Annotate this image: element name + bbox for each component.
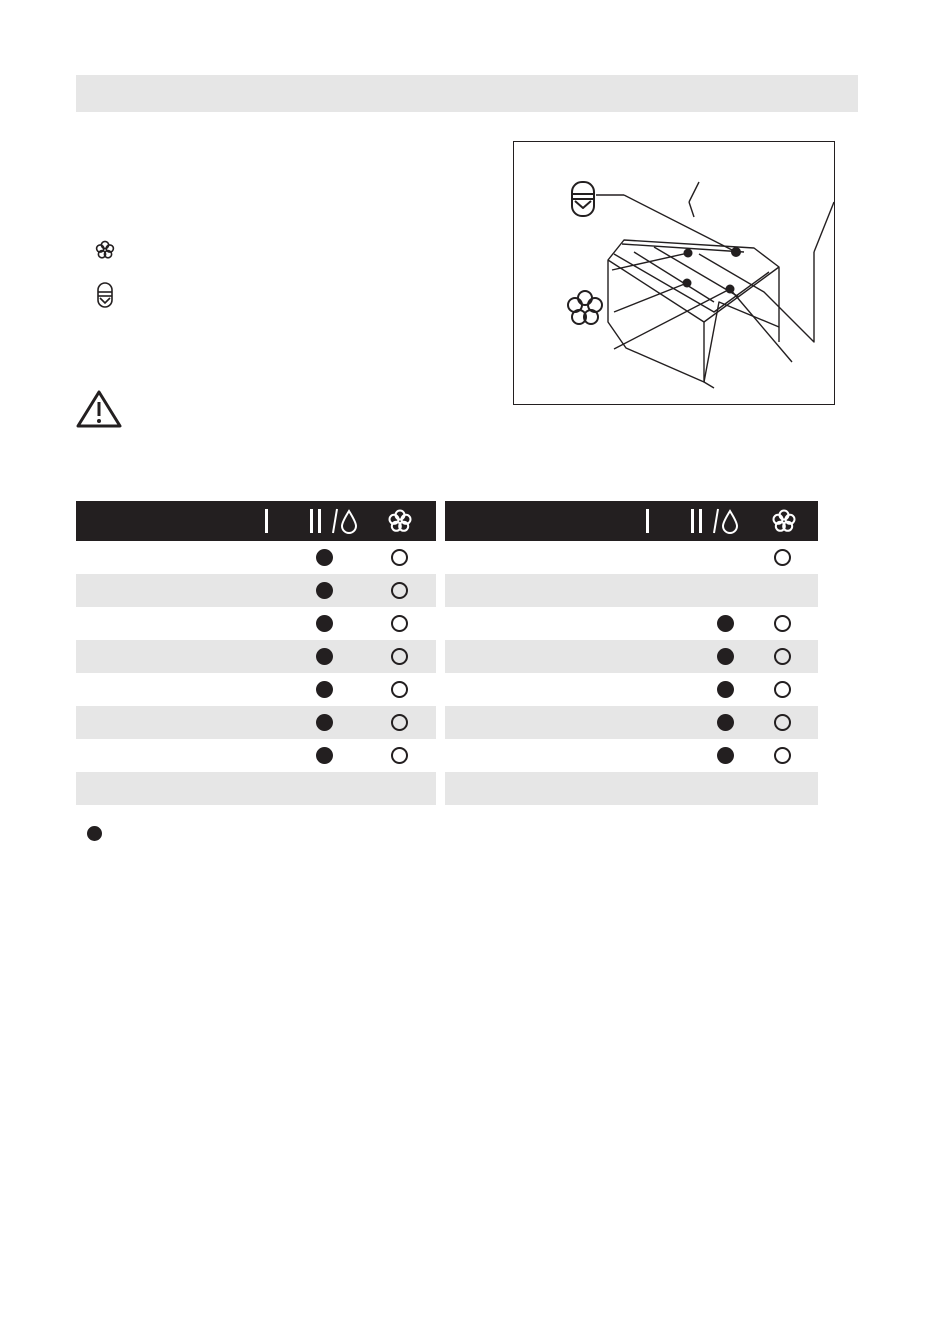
filled-dot — [316, 747, 333, 764]
table-row — [445, 607, 818, 640]
table-row — [445, 772, 818, 805]
dispenser-drawer-illustration — [514, 142, 834, 404]
filled-dot — [717, 615, 734, 632]
table-row — [76, 574, 436, 607]
table-row — [445, 673, 818, 706]
open-dot — [774, 549, 791, 566]
table-row — [76, 673, 436, 706]
table-row — [445, 541, 818, 574]
open-dot — [391, 648, 408, 665]
compartment-lever-icon — [572, 182, 594, 216]
filled-dot — [316, 582, 333, 599]
open-dot — [774, 747, 791, 764]
flower-icon — [770, 501, 798, 541]
prewash-icon — [262, 501, 272, 541]
softener-cell — [770, 739, 794, 772]
open-dot — [774, 714, 791, 731]
mainwash-cell — [713, 640, 737, 673]
mainwash-cell — [713, 673, 737, 706]
mainwash-icon — [689, 501, 745, 541]
table-row — [76, 706, 436, 739]
table-header — [76, 501, 436, 541]
table-row — [76, 772, 436, 805]
softener-cell — [387, 607, 411, 640]
filled-dot — [717, 714, 734, 731]
open-dot — [774, 648, 791, 665]
mainwash-cell — [713, 607, 737, 640]
mainwash-cell — [312, 706, 336, 739]
filled-dot — [717, 747, 734, 764]
mainwash-cell — [312, 673, 336, 706]
table-row — [76, 541, 436, 574]
filled-dot — [316, 615, 333, 632]
filled-dot — [717, 681, 734, 698]
softener-cell — [387, 574, 411, 607]
open-dot — [774, 615, 791, 632]
softener-cell — [770, 706, 794, 739]
program-table-right — [445, 501, 818, 805]
flower-icon — [94, 239, 116, 261]
open-dot — [391, 582, 408, 599]
flower-icon — [568, 291, 602, 324]
filled-dot — [316, 681, 333, 698]
table-row — [445, 706, 818, 739]
mainwash-cell — [312, 541, 336, 574]
table-header — [445, 501, 818, 541]
open-dot — [774, 681, 791, 698]
filled-dot — [316, 549, 333, 566]
filled-dot — [316, 648, 333, 665]
mainwash-cell — [713, 739, 737, 772]
warning-triangle-icon — [76, 390, 122, 428]
dispenser-drawer-figure — [513, 141, 835, 405]
softener-cell — [770, 640, 794, 673]
open-dot — [391, 747, 408, 764]
flower-icon — [386, 501, 414, 541]
filled-dot — [316, 714, 333, 731]
table-row — [445, 574, 818, 607]
filled-dot — [717, 648, 734, 665]
mainwash-cell — [312, 640, 336, 673]
section-title-bar — [76, 75, 858, 112]
mainwash-cell — [312, 574, 336, 607]
table-row — [76, 739, 436, 772]
softener-cell — [387, 706, 411, 739]
open-dot — [391, 681, 408, 698]
softener-cell — [770, 607, 794, 640]
softener-cell — [387, 640, 411, 673]
open-dot — [391, 714, 408, 731]
softener-cell — [387, 739, 411, 772]
mainwash-cell — [312, 607, 336, 640]
mainwash-cell — [713, 706, 737, 739]
mainwash-cell — [312, 739, 336, 772]
table-row — [76, 607, 436, 640]
softener-cell — [387, 673, 411, 706]
softener-cell — [387, 541, 411, 574]
table-row — [445, 640, 818, 673]
mainwash-icon — [308, 501, 364, 541]
program-table-left — [76, 501, 436, 805]
legend-filled-dot — [87, 826, 102, 841]
table-row — [76, 640, 436, 673]
compartment-lever-icon — [96, 281, 114, 309]
prewash-icon — [643, 501, 653, 541]
open-dot — [391, 549, 408, 566]
open-dot — [391, 615, 408, 632]
softener-cell — [770, 541, 794, 574]
softener-cell — [770, 673, 794, 706]
table-row — [445, 739, 818, 772]
